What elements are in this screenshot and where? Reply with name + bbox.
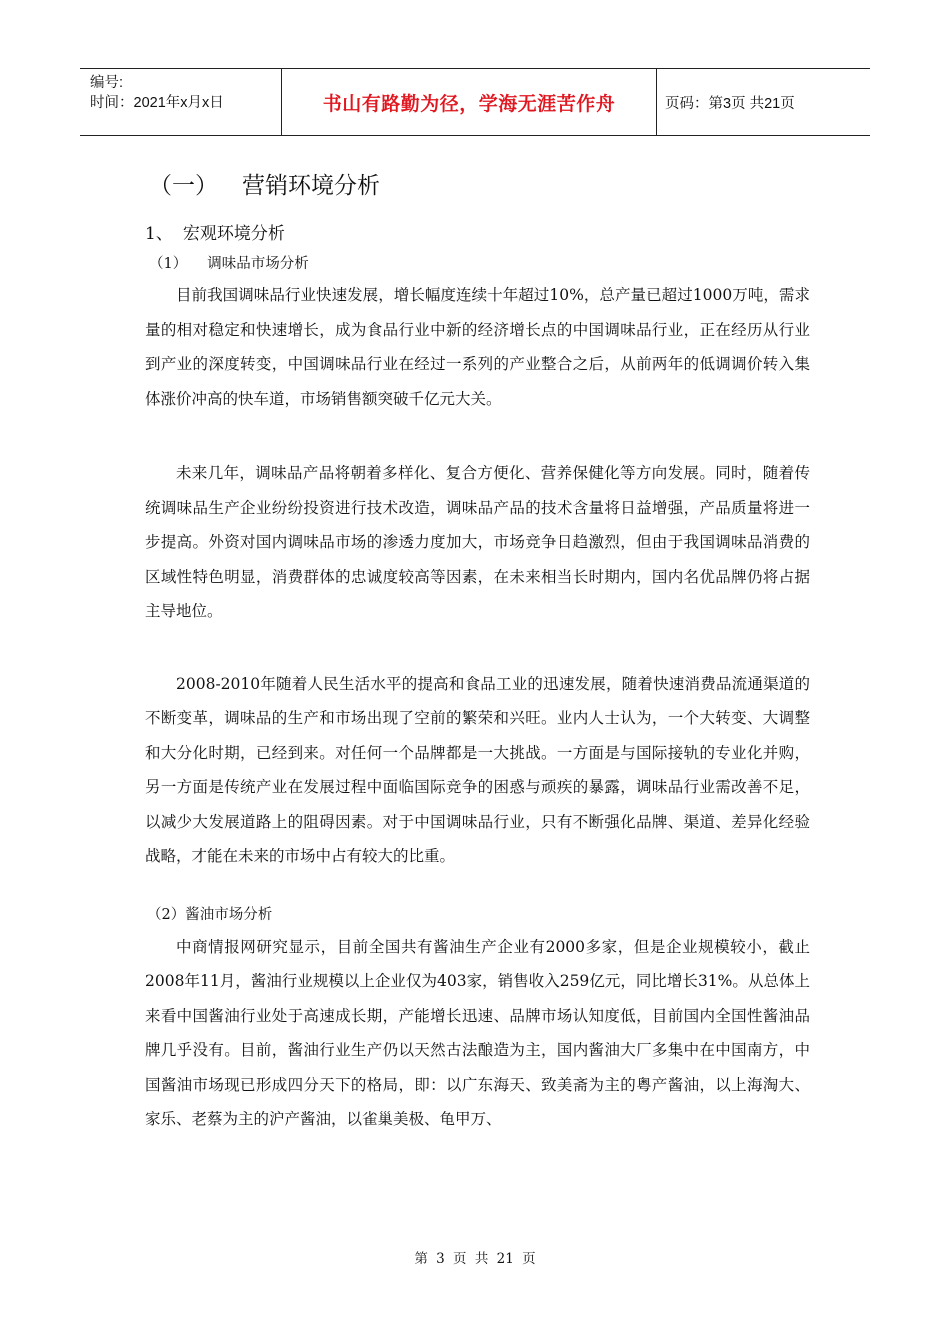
subsection-heading [145,218,810,250]
section-title: 营销环境分析 [242,173,380,199]
section-number: （一） [149,173,218,199]
document-date-label: 时间：2021年x月x日 [90,95,224,111]
subsection-number: 1、 [145,224,173,244]
document-code-label: 编号: [90,75,124,91]
part1-number: （1） [149,256,188,272]
part2-heading: （2）酱油市场分析 [147,906,273,923]
header-motto: 书山有路勤为径，学海无涯苦作舟 [282,69,657,135]
header-meta-cell [80,69,282,135]
subsection-title: 宏观环境分析 [182,224,285,244]
paragraph: 目前我国调味品行业快速发展，增长幅度连续十年超过10%，总产量已超过1000万吨，需求量的相对稳定和快速增长，成为食品行业中新的经济增长点的中国调味品行业，正在经历从行业到产业的深度转变，中国调味品行业在经过一系列的产业整合之后，从前两年的低调调价转入集体涨价冲高的快车道，市场销售额突破千亿元大关。 [145,286,810,408]
document-header [80,68,870,136]
header-page-info: 页码：第3页 共21页 [665,95,795,112]
paragraph: 未来几年，调味品产品将朝着多样化、复合方便化、营养保健化等方向发展。同时，随着传统调味品生产企业纷纷投资进行技术改造，调味品产品的技术含量将日益增强，产品质量将进一步提高。外资对国内调味品市场的渗透力度加大，市场竞争日趋激烈，但由于我国调味品消费的区域性特色明显，消费群体的忠诚度较高等因素，在未来相当长时期内，国内名优品牌仍将占据主导地位。 [145,464,810,620]
page-footer: 第 3 页 共 21 页 [414,1251,536,1267]
part1-title: 调味品市场分析 [207,256,309,272]
part1-heading [145,250,810,278]
section-heading [145,164,810,208]
document-body [145,164,810,1137]
paragraph: 2008-2010年随着人民生活水平的提高和食品工业的迅速发展，随着快速消费品流通渠道的不断变革，调味品的生产和市场出现了空前的繁荣和兴旺。业内人士认为，一个大转变、大调整和大分化时期，已经到来。对任何一个品牌都是一大挑战。一方面是与国际接轨的专业化并购，另一方面是传统产业在发展过程中面临国际竞争的困惑与顽疾的暴露，调味品行业需改善不足，以减少大发展道路上的阻碍因素。对于中国调味品行业，只有不断强化品牌、渠道、差异化经验战略，才能在未来的市场中占有较大的比重。 [145,674,810,865]
paragraph: 中商情报网研究显示，目前全国共有酱油生产企业有2000多家，但是企业规模较小，截止2008年11月，酱油行业规模以上企业仅为403家，销售收入259亿元，同比增长31%。从总体上来看中国酱油行业处于高速成长期，产能增长迅速、品牌市场认知度低，目前国内全国性酱油品牌几乎没有。目前，酱油行业生产仍以天然古法酿造为主，国内酱油大厂多集中在中国南方，中国酱油市场现已形成四分天下的格局，即：以广东海天、致美斋为主的粤产酱油，以上海淘大、家乐、老蔡为主的沪产酱油，以雀巢美极、龟甲万、 [145,937,810,1128]
